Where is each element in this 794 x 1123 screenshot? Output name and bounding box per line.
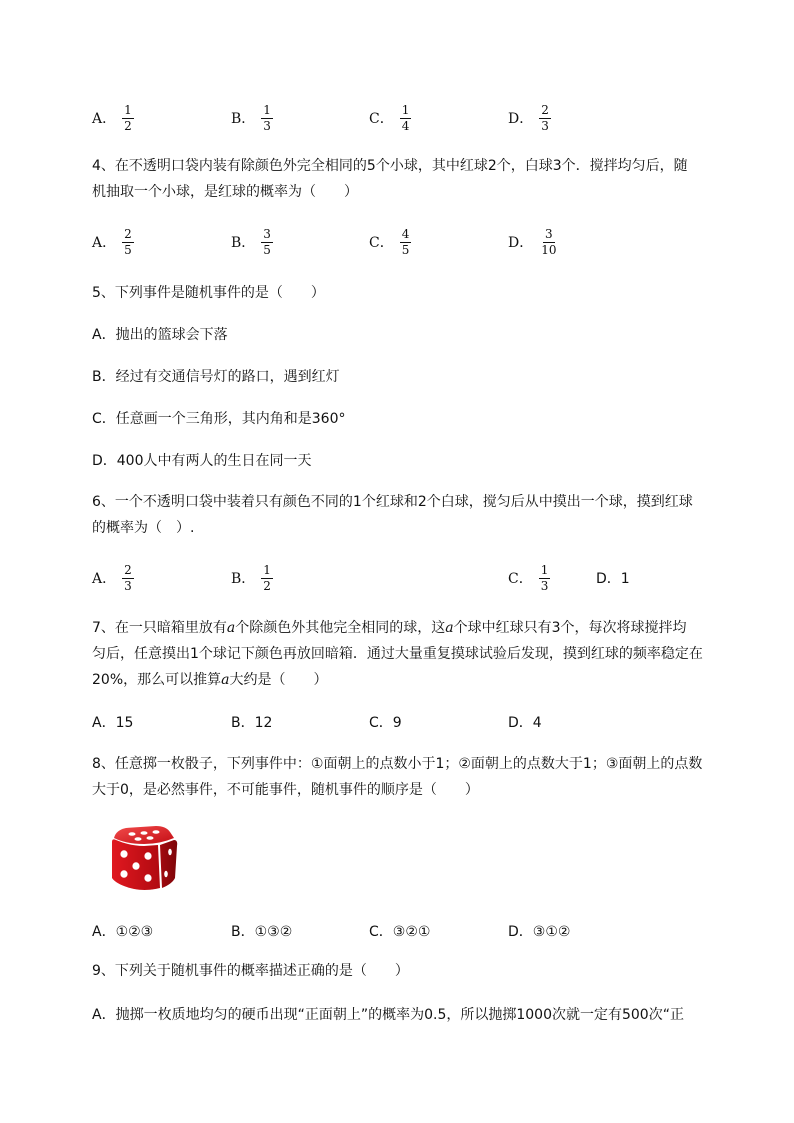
q3-option-c: C． $\frac{1}{4}$ [369,102,410,133]
fraction: $\frac{2}{3}$ [541,102,549,133]
q7-option-b: B．12 [231,715,273,731]
q5-option-b: B．经过有交通信号灯的路口，遇到红灯 [92,369,340,385]
dice-pip [153,830,160,834]
fraction: $\frac{1}{3}$ [540,562,549,593]
dice-pip [147,836,154,840]
q9-stem: 9、下列关于随机事件的概率描述正确的是（ ） [92,963,409,979]
dice-pip [120,870,127,878]
dice-image [104,822,182,894]
q5-option-d: D．400人中有两人的生日在同一天 [92,453,312,469]
q3-option-a: A． $\frac{1}{2}$ [92,102,132,133]
q8-option-b: B．①③② [231,924,293,940]
q7-stem-line3: 20%，那么可以推算a大约是（ ） [92,672,328,688]
fraction: $\frac{1}{2}$ [263,562,271,593]
q4-stem-line2: 机抽取一个小球，是红球的概率为（ ） [92,184,358,200]
q4-options [0,222,794,262]
q7-option-a: A．15 [92,715,134,731]
fraction: $\frac{1}{4}$ [401,102,410,133]
q6-options [0,558,794,598]
q9-option-a: A．抛掷一枚质地均匀的硬币出现“正面朝上”的概率为0.5，所以抛掷1000次就一定有500次“正 [92,1007,684,1023]
dice-pip [144,874,151,882]
dice-pip [141,831,148,835]
q7-option-d: D．4 [508,715,542,731]
fraction: $\frac{3}{5}$ [263,226,271,257]
q8-option-c: C．③②① [369,924,431,940]
q6-option-b: B． $\frac{1}{2}$ [231,562,271,593]
fraction: $\frac{1}{2}$ [124,102,132,133]
q3-options [0,98,794,138]
q4-option-d: D． $\frac{3}{10}$ [508,226,557,257]
dice-pip [132,862,139,870]
fraction: $\frac{1}{3}$ [263,102,271,133]
q5-option-c: C．任意画一个三角形，其内角和是360° [92,411,346,427]
q6-option-d: D．1 [596,571,630,587]
dice-top-face [114,826,174,844]
q8-stem-line2: 大于0，是必然事件，不可能事件，随机事件的顺序是（ ） [92,782,479,798]
fraction: $\frac{4}{5}$ [401,226,410,257]
q4-stem-line1: 4、在不透明口袋内装有除颜色外完全相同的5个小球，其中红球2个，白球3个．搅拌均匀后，随 [92,158,688,174]
q8-option-d: D．③①② [508,924,571,940]
q7-stem-line2: 匀后，任意摸出1个球记下颜色再放回暗箱．通过大量重复摸球试验后发现，摸到红球的频率稳定在 [92,646,703,662]
dice-pip [120,850,127,858]
q5-option-a: A．抛出的篮球会下落 [92,327,228,343]
fraction: $\frac{2}{3}$ [124,562,132,593]
dice-pip [168,849,172,855]
fraction: $\frac{3}{10}$ [541,226,557,257]
q3-option-b: B． $\frac{1}{3}$ [231,102,271,133]
q4-option-b: B． $\frac{3}{5}$ [231,226,271,257]
q3-option-d: D． $\frac{2}{3}$ [508,102,549,133]
dice-pip [144,852,151,860]
dice-pip [164,871,168,877]
q8-stem-line1: 8、任意掷一枚骰子，下列事件中：①面朝上的点数小于1；②面朝上的点数大于1；③面朝上的点数 [92,756,703,772]
q7-stem-line1: 7、在一只暗箱里放有a个除颜色外其他完全相同的球，这a个球中红球只有3个，每次将球搅拌均 [92,620,687,636]
q4-option-c: C． $\frac{4}{5}$ [369,226,410,257]
dice-side-face [160,840,177,888]
q6-option-a: A． $\frac{2}{3}$ [92,562,132,593]
q5-stem: 5、下列事件是随机事件的是（ ） [92,285,325,301]
q6-option-c: C． $\frac{1}{3}$ [508,562,549,593]
fraction: $\frac{2}{5}$ [124,226,132,257]
q6-stem-line2: 的概率为（ ）. [92,520,195,536]
q4-option-a: A． $\frac{2}{5}$ [92,226,132,257]
q8-option-a: A．①②③ [92,924,154,940]
dice-pip [129,832,136,836]
q7-option-c: C．9 [369,715,402,731]
dice-pip [135,837,142,841]
q6-stem-line1: 6、一个不透明口袋中装着只有颜色不同的1个红球和2个白球，搅匀后从中摸出一个球，摸到红球 [92,494,693,510]
